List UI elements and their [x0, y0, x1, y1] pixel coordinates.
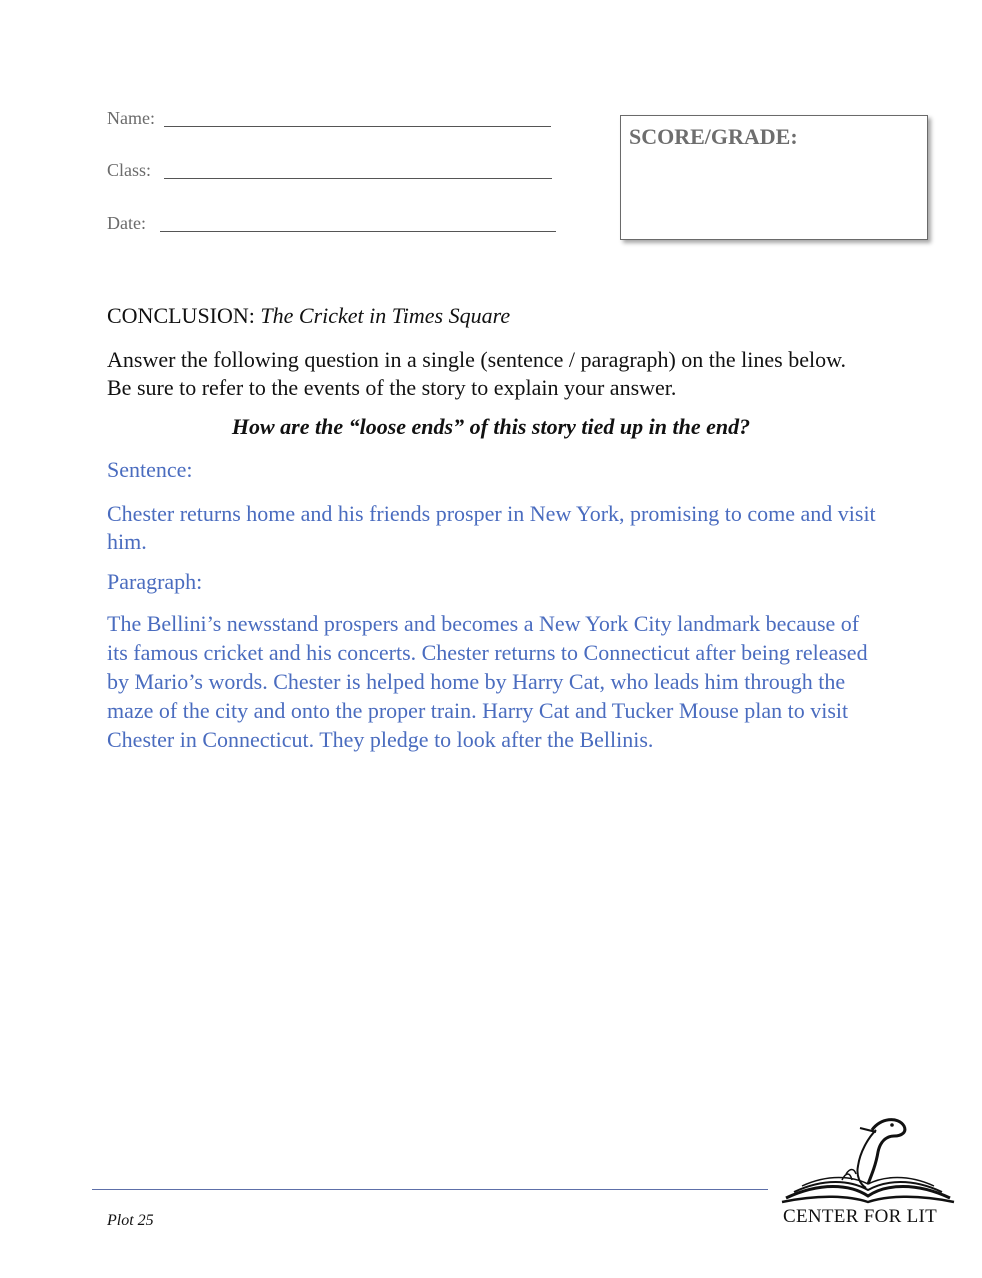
class-field[interactable]	[107, 160, 151, 181]
class-line[interactable]	[164, 178, 552, 179]
paragraph-answer: The Bellini’s newsstand prospers and becomes a New York City landmark because of its famous cricket and his concerts. Chester returns to Connecticut after being released by Mario’s words. Chester is helped home by Harry Cat, who leads him through the maze of the city and onto the proper train. Harry Cat and Tucker Mouse plan to visit Chester in Connecticut. They pledge to look after the Bellinis.	[107, 611, 868, 752]
pelican-book-icon	[780, 1112, 955, 1207]
book-title: The Cricket in Times Square	[260, 303, 511, 328]
class-label: Class:	[107, 160, 152, 180]
sentence-label: Sentence:	[107, 457, 193, 482]
name-label: Name:	[107, 108, 155, 128]
date-field[interactable]	[107, 213, 146, 234]
center-for-lit-logo	[780, 1112, 955, 1232]
footer-divider	[92, 1189, 768, 1190]
sentence-answer: Chester returns home and his friends prosper in New York, promising to come and visit him.	[107, 501, 876, 554]
conclusion-label: CONCLUSION:	[107, 303, 255, 328]
date-label: Date:	[107, 213, 146, 233]
conclusion-heading	[107, 303, 510, 329]
logo-text: CENTER FOR LIT	[783, 1206, 938, 1227]
score-grade-label: SCORE/GRADE:	[629, 124, 798, 149]
page-label: Plot 25	[107, 1212, 154, 1229]
date-line[interactable]	[160, 231, 556, 232]
name-field[interactable]	[107, 108, 155, 129]
score-grade-box	[620, 115, 928, 240]
question-text: How are the “loose ends” of this story tied up in the end?	[231, 414, 751, 439]
paragraph-label: Paragraph:	[107, 569, 203, 594]
instructions-text: Answer the following question in a single (sentence / paragraph) on the lines below. Be sure to refer to the events of the story to explain your answer.	[107, 347, 847, 400]
name-line[interactable]	[164, 126, 551, 127]
